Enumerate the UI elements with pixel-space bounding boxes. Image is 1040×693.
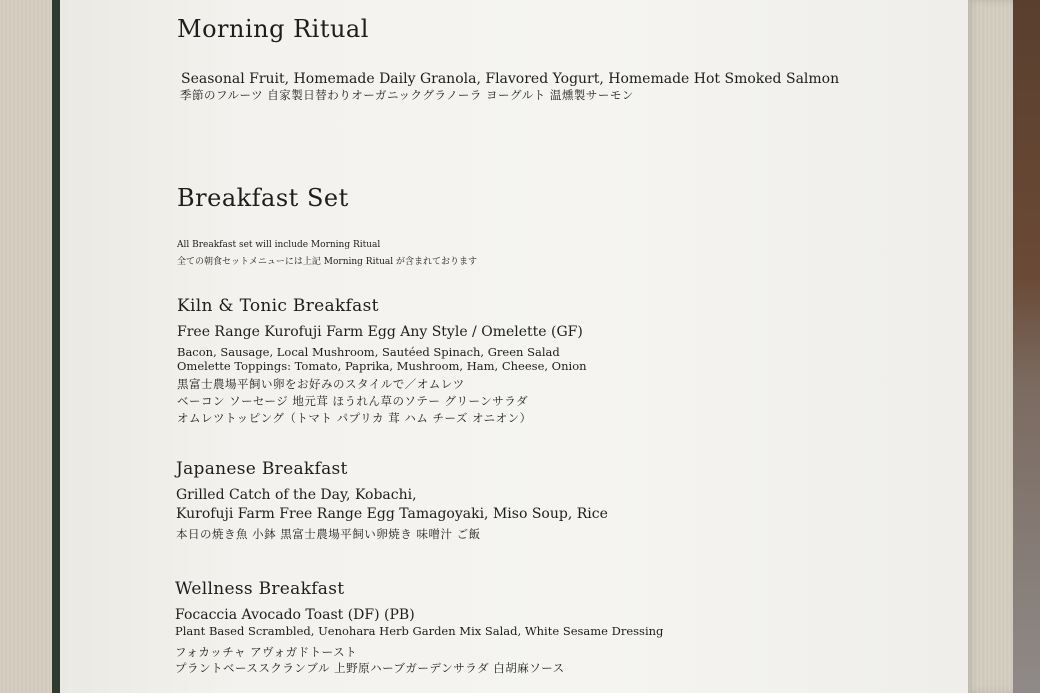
- menu-cover-left: [0, 0, 58, 693]
- morning-ritual-items-jp: 季節のフルーツ 自家製日替わりオーガニックグラノーラ ヨーグルト 温燻製サーモン: [180, 88, 634, 102]
- wellness-breakfast-jp-2: プラントベーススクランブル 上野原ハーブガーデンサラダ 白胡麻ソース: [175, 661, 565, 675]
- breakfast-set-title: Breakfast Set: [177, 184, 349, 212]
- morning-ritual-items-en: Seasonal Fruit, Homemade Daily Granola, Flavored Yogurt, Homemade Hot Smoked Salmon: [181, 71, 840, 87]
- menu-cover-right: [965, 0, 1013, 693]
- japanese-breakfast-jp-1: 本日の焼き魚 小鉢 黒富士農場平飼い卵焼き 味噌汁 ご飯: [176, 527, 481, 541]
- kiln-breakfast-jp-2: ベーコン ソーセージ 地元茸 ほうれん草のソテー グリーンサラダ: [177, 394, 529, 408]
- morning-ritual-title: Morning Ritual: [177, 15, 369, 43]
- wellness-breakfast-dish: Focaccia Avocado Toast (DF) (PB): [175, 607, 415, 623]
- menu-cover-left-edge: [52, 0, 60, 693]
- breakfast-set-note-jp: 全ての朝食セットメニューには上記 Morning Ritual が含まれております: [177, 257, 477, 267]
- kiln-breakfast-desc-2: Omelette Toppings: Tomato, Paprika, Mushroom, Ham, Cheese, Onion: [177, 359, 587, 373]
- wellness-breakfast-jp-1: フォカッチャ アヴォガドトースト: [175, 645, 358, 659]
- kiln-breakfast-title: Kiln & Tonic Breakfast: [177, 296, 379, 316]
- wellness-breakfast-desc-1: Plant Based Scrambled, Uenohara Herb Garden Mix Salad, White Sesame Dressing: [175, 624, 664, 638]
- japanese-breakfast-title: Japanese Breakfast: [176, 459, 348, 479]
- menu-page: [60, 0, 968, 693]
- japanese-breakfast-dish-2: Kurofuji Farm Free Range Egg Tamagoyaki, Miso Soup, Rice: [176, 506, 608, 522]
- wellness-breakfast-title: Wellness Breakfast: [175, 579, 345, 599]
- background-right: [1010, 0, 1040, 693]
- kiln-breakfast-desc-1: Bacon, Sausage, Local Mushroom, Sautéed Spinach, Green Salad: [177, 345, 560, 359]
- kiln-breakfast-dish: Free Range Kurofuji Farm Egg Any Style / Omelette (GF): [177, 324, 583, 340]
- kiln-breakfast-jp-1: 黒富士農場平飼い卵をお好みのスタイルで／オムレツ: [177, 377, 465, 391]
- kiln-breakfast-jp-3: オムレツトッピング（トマト パプリカ 茸 ハム チーズ オニオン）: [177, 411, 532, 425]
- breakfast-set-note-en: All Breakfast set will include Morning Ritual: [177, 240, 381, 250]
- japanese-breakfast-dish-1: Grilled Catch of the Day, Kobachi,: [176, 487, 417, 503]
